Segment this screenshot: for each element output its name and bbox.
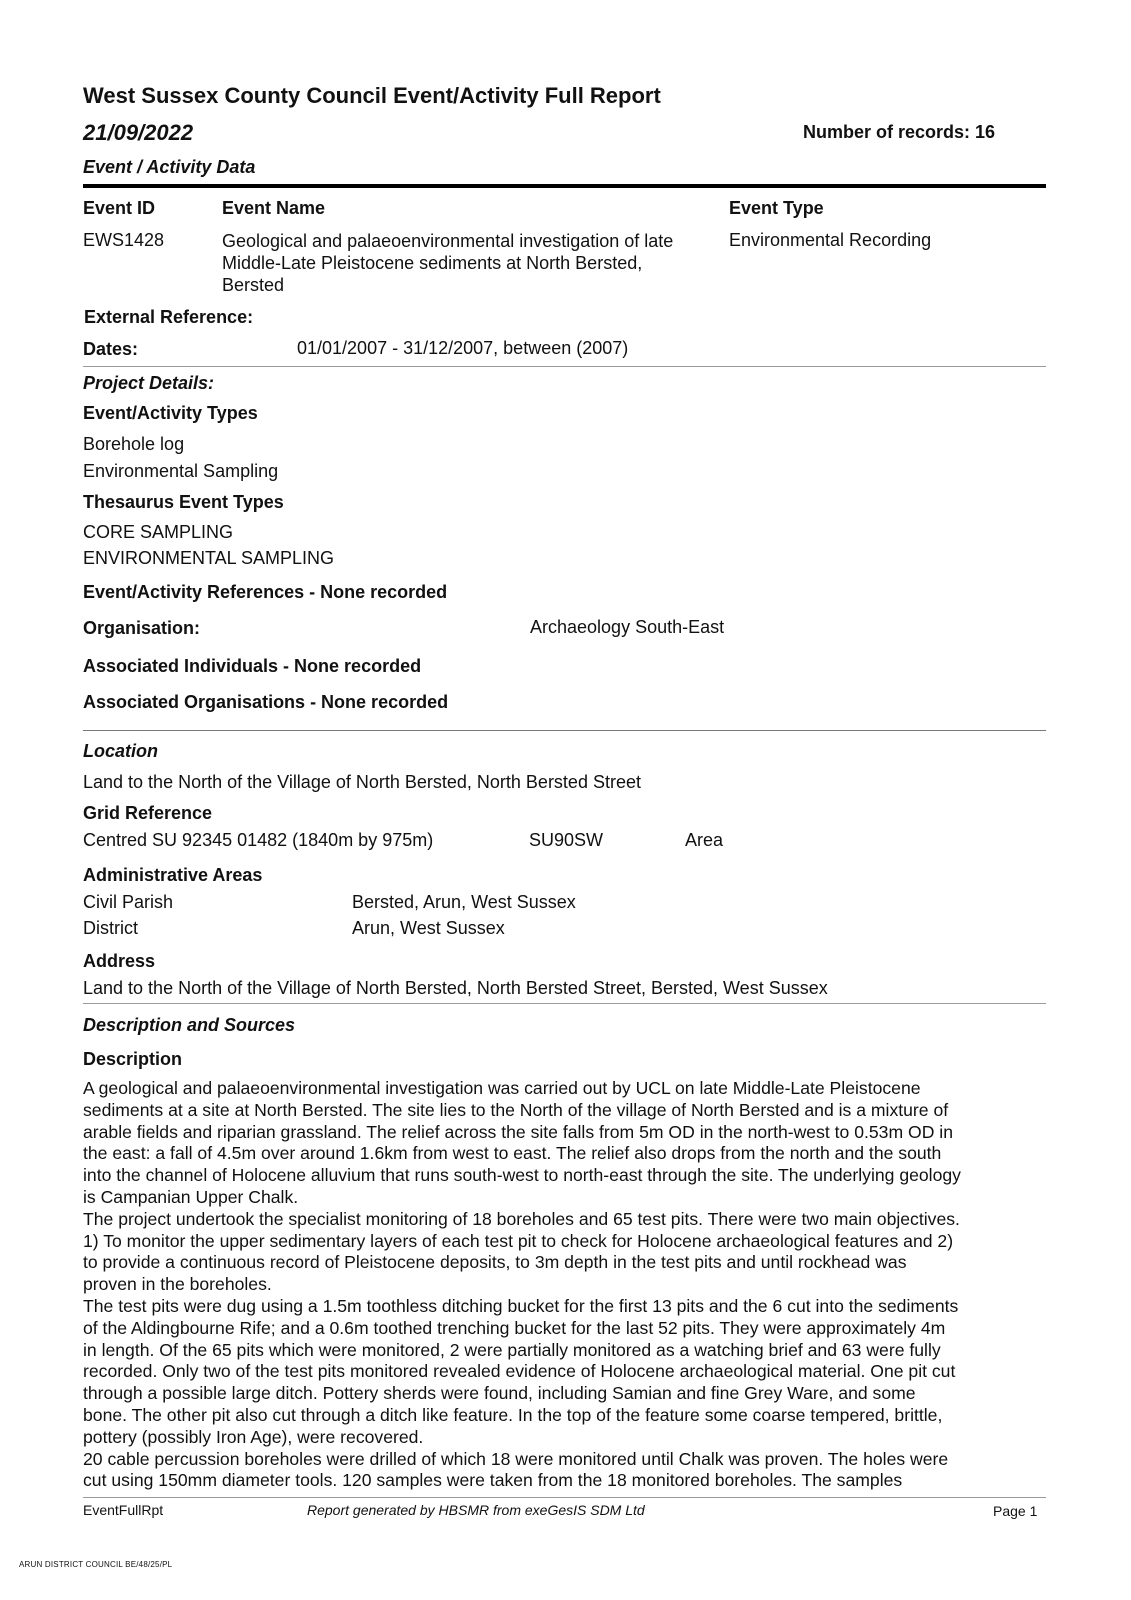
associated-individuals: Associated Individuals - None recorded (83, 656, 422, 676)
report-title: West Sussex County Council Event/Activity Full Report (83, 83, 661, 108)
external-reference-label: External Reference: (84, 307, 254, 327)
records-count: Number of records: 16 (803, 122, 996, 142)
activity-types-heading: Event/Activity Types (83, 403, 258, 423)
activity-type-item: Borehole log (83, 434, 185, 454)
footer-page-number: Page 1 (993, 1503, 1038, 1519)
address-heading: Address (83, 951, 156, 971)
divider (83, 730, 1046, 731)
associated-organisations: Associated Organisations - None recorded (83, 692, 449, 712)
activity-type-item: Environmental Sampling (83, 461, 279, 481)
header-rule (83, 184, 1046, 188)
description-subheading: Description (83, 1049, 183, 1069)
col-header-event-id: Event ID (83, 198, 156, 218)
footer-rule (83, 1497, 1046, 1498)
thesaurus-type-item: CORE SAMPLING (83, 522, 234, 542)
council-stamp: ARUN DISTRICT COUNCIL BE/48/25/PL (19, 1560, 173, 1569)
activity-references: Event/Activity References - None recorded (83, 582, 448, 602)
section-heading-event-data: Event / Activity Data (83, 157, 256, 177)
admin-area-value: Arun, West Sussex (352, 918, 505, 938)
divider (83, 366, 1046, 367)
grid-reference-heading: Grid Reference (83, 803, 213, 823)
dates-label: Dates: (83, 339, 139, 359)
thesaurus-types-heading: Thesaurus Event Types (83, 492, 284, 512)
grid-sheet: SU90SW (529, 830, 604, 850)
footer-generated-by: Report generated by HBSMR from exeGesIS SDM Ltd (307, 1502, 645, 1518)
divider (83, 1003, 1046, 1004)
organisation-label: Organisation: (83, 618, 201, 638)
grid-type: Area (685, 830, 724, 850)
description-text: A geological and palaeoenvironmental investigation was carried out by UCL on late Middle-Late Pleistocene sediments at a site at North Bersted. The site lies to the North of the village of North Bersted and is a mixture of arable fields and riparian grassland. The relief across the site falls from 5m OD in the north-west to 0.53m OD in the east: a fall of 4.5m over around 1.6km from west to east. The relief also drops from the north and the south into the channel of Holocene alluvium that runs south-west to north-east through the site. The underlying geology is Campanian Upper Chalk. The project undertook the specialist monitoring of 18 boreholes and 65 test pits. There were two main objectives. 1) To monitor the upper sedimentary layers of each test pit to check for Holocene archaeological features and 2) to provide a continuous record of Pleistocene deposits, to 3m depth in the test pits and until rockhead was proven in the boreholes. The test pits were dug using a 1.5m toothless ditching bucket for the first 13 pits and the 6 cut into the sediments of the Aldingbourne Rife; and a 0.6m toothed trenching bucket for the last 52 pits. They were approximately 4m in length. Of the 65 pits which were monitored, 2 were partially monitored as a watching brief and 63 were fully recorded. Only two of the test pits monitored revealed evidence of Holocene archaeological material. One pit cut through a possible large ditch. Pottery sherds were found, including Samian and fine Grey Ware, and some bone. The other pit also cut through a ditch like feature. In the top of the feature some coarse tempered, brittle, pottery (possibly Iron Age), were recovered. 20 cable percussion boreholes were drilled of which 18 were monitored until Chalk was proven. The holes were cut using 150mm diameter tools. 120 samples were taken from the 18 monitored boreholes. The samples (83, 1078, 961, 1491)
location-heading: Location (83, 741, 158, 761)
event-name: Geological and palaeoenvironmental investigation of late Middle-Late Pleistocene sediments at North Bersted, Bersted (222, 231, 674, 295)
col-header-event-type: Event Type (729, 198, 824, 218)
event-type: Environmental Recording (729, 230, 932, 250)
address-value: Land to the North of the Village of North Bersted, North Bersted Street, Bersted, West Sussex (83, 978, 828, 998)
admin-area-label: Civil Parish (83, 892, 174, 912)
grid-reference-value: Centred SU 92345 01482 (1840m by 975m) (83, 830, 434, 850)
footer-report-code: EventFullRpt (83, 1502, 164, 1518)
report-date: 21/09/2022 (83, 120, 194, 145)
dates-value: 01/01/2007 - 31/12/2007, between (2007) (297, 338, 629, 358)
col-header-event-name: Event Name (222, 198, 326, 218)
organisation-value: Archaeology South-East (530, 617, 725, 637)
project-details-heading: Project Details: (83, 373, 215, 393)
admin-area-label: District (83, 918, 138, 938)
admin-areas-heading: Administrative Areas (83, 865, 263, 885)
location-text: Land to the North of the Village of North Bersted, North Bersted Street (83, 772, 641, 792)
description-sources-heading: Description and Sources (83, 1015, 296, 1035)
admin-area-value: Bersted, Arun, West Sussex (352, 892, 576, 912)
event-id: EWS1428 (83, 230, 165, 250)
thesaurus-type-item: ENVIRONMENTAL SAMPLING (83, 548, 335, 568)
